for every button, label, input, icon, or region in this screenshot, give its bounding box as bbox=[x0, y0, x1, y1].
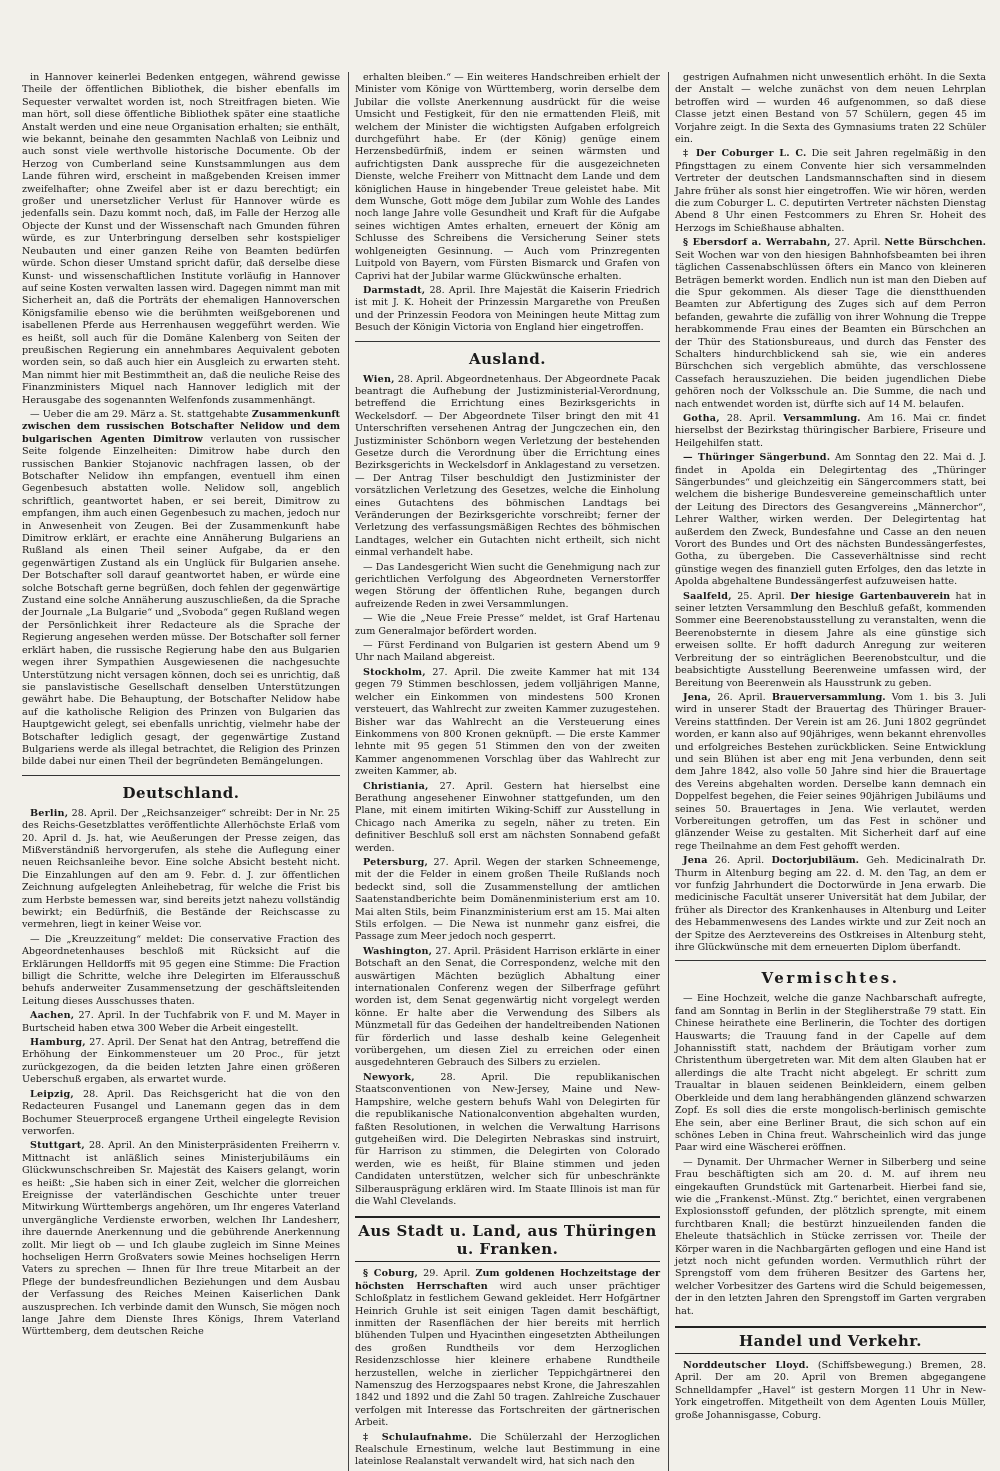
dateline: § Coburg, bbox=[363, 1268, 419, 1280]
article-ebersdorf: § Ebersdorf a. Werrabahn, 27. April. Nette Bürschchen. Seit Wochen war von den hiesigen Bahnhofsbeamten bei ihren täglichen Cassenabschlüssen öfters ein Manco von kleineren Beträgen bemerkt worden. Endlich nun ist man den Dieben auf die Spur gekommen. Als dieser Tage die dienstthuenden Beamten zur Abfertigung des Zuges sich auf dem Perron befanden, gewahrte die zufällig von ihrer Wohnung die Treppe herabkommende Frau eines der Beamten ein Bürschchen an der Thür des Stationsbureaus, und durch das Fenster des Schalters hindurchblickend sah sie, wie ein anderes Bürschchen sich vergeblich abmühte, das verschlossene Cassefach herauszuziehen. Die beiden jugendlichen Diebe gehören noch der Volksschule an. Die Summe, die nach und nach entwendet worden ist, dürfte sich auf 14 M. belaufen. bbox=[675, 237, 986, 410]
article-wien-3: — Wie die „Neue Freie Presse“ meldet, ist Graf Hartenau zum Generalmajor befördert worden. bbox=[355, 613, 660, 637]
article-schulaufnahme-cont: gestrigen Aufnahmen nicht unwesentlich erhöht. In die Sexta der Anstalt — welche zunächst von dem neuen Lehrplan betroffen wird — wurden 46 aufgenommen, so daß diese Classe jetzt einen Bestand von 57 Schülern, gegen 45 im Vorjahre zeigt. In die Sexta des Gymnasiums traten 22 Schüler ein. bbox=[675, 72, 986, 146]
article-wien-4: — Fürst Ferdinand von Bulgarien ist gestern Abend um 9 Uhr nach Mailand abgereist. bbox=[355, 640, 660, 664]
article-coburg-hochzeit: § Coburg, 29. April. Zum goldenen Hochzeitstage der höchsten Herrschaften wird auch unser prächtiger Schloßplatz in festlichem Gewand gekleidet. Herr Hofgärtner Heinrich Gruhle ist seit einigen Tagen damit beschäftigt, inmitten der Rasenflächen der hier bereits mit herrlich blühenden Tulpen und Hyacinthen eingesetzten Abtheilungen des großen Rundtheils vor dem Herzoglichen Residenzschlosse hier kleinere erhabene Rundtheile herzustellen, welche in zierlicher Teppichgärtnerei den Namenszug des Herzogspaares nebst Krone, die Jahreszahlen 1842 und 1892 und die Zahl 50 tragen. Zahlreiche Zuschauer verfolgen mit Interesse das Fortschreiten der gärtnerischen Arbeit. bbox=[355, 1268, 661, 1429]
article-petersburg: Petersburg, 27. April. Wegen der starken Schneemenge, mit der die Felder in einem großen Theile Rußlands noch bedeckt sind, soll die Zusammenstellung der amtlichen Saatenstandberichte beim Domänenministerium erst am 10. Mai alten Stils, beim Finanzministerium erst am 15. Mai alten Stils erfolgen. — Die Newa ist nunmehr ganz eisfrei, die Passage zum Meer jedoch noch gesperrt. bbox=[355, 856, 660, 943]
dateline: Christiania, bbox=[363, 780, 429, 792]
columns bbox=[22, 72, 987, 1468]
article-headline: Der hiesige Gartenbauverein bbox=[790, 590, 951, 602]
section-heading-box bbox=[675, 1326, 986, 1354]
article-headline: Brauerversammlung. bbox=[771, 691, 886, 703]
column-right bbox=[668, 72, 986, 1471]
article-hannover-library: in Hannover keinerlei Bedenken entgegen, während gewisse Theile der öffentlichen Bibliothek, die bisher ebenfalls im Sequester verwaltet worden ist, noch Streitfragen bieten. Wie man hört, soll diese öffentliche Bibliothek später eine staatliche Anstalt werden und eine neue Organisation erhalten; sie enthält, wie bekannt, beinahe den gesammten Nachlaß von Leibniz und auch sonst viele werthvolle historische Documente. Ob der Herzog von Cumberland seine Kunstsammlungen aus dem Lande führen wird, erscheint in maßgebenden Kreisen immer zweifelhafter; ohne Zweifel aber ist er dazu berechtigt; ein großer und unersetzlicher Verlust für Hannover würde es jedenfalls sein. Dazu kommt noch, daß, im Falle der Herzog alle Objecte der Kunst und der Wissenschaft nach Gmunden führen würde, es zur Unterbringung derselben sehr kostspieliger Neubauten und einer ganzen Reihe von Beamten bedürfen würde. Schon dieser Umstand spricht dafür, daß derselbe diese Kunst- und wissenschaftlichen Institute vorläufig in Hannover auf seine Kosten verwalten lassen wird. Dagegen nimmt man mit Sicherheit an, daß die Porträts der ehemaligen Hannoverschen Königsfamilie ebenso wie die berühmten weißgeborenen und isabellenen Pferde aus Herrenhausen weggeführt werden. Wie es heißt, soll auch für die Domäne Kalenberg von Seiten der preußischen Regierung ein annehmbares Aequivalent geboten worden sein, so daß auch hier ein Ausgleich zu erwarten steht. Man nimmt hier mit Bestimmtheit an, daß die neuliche Reise des Finanzministers Miquel nach Hannover lediglich mit der Herausgabe des sogenannten Welfenfonds zusammenhängt. bbox=[22, 72, 340, 406]
article-darmstadt: Darmstadt, 28. April. Ihre Majestät die Kaiserin Friedrich ist mit J. K. Hoheit der Prinzessin Margarethe von Preußen und der Prinzessin Feodora von Meiningen heute Mittag zum Besuch der Königin Victoria von England hier eingetroffen. bbox=[355, 284, 660, 334]
article-jena-brauer: Jena, 26. April. Brauerversammlung. Vom 1. bis 3. Juli wird in unserer Stadt der Brauertag des Thüringer Brauer-Vereins stattfinden. Der Verein ist am 26. Juni 1802 gegründet worden, er kann also auf 90jähriges, wenn bekannt ehrenvolles und erfolgreiches Bestehen zurückblicken. Seine Entwicklung und sein Blühen ist aber eng mit Jena verbunden, denn seit dem Jahre 1842, also volle 50 Jahre sind hier die Brauertage des Vereins abgehalten worden. Derselbe kann demnach ein Doppelfest begehen, die Feier seines 90jährigen Jubiläums und seines 50. Brauertages in Jena. Wie verlautet, werden Vorbereitungen getroffen, um das Fest in schöner und glänzender Weise zu gestalten. Mit Sicherheit darf auf eine rege Theilnahme an dem Fest gehofft werden. bbox=[675, 691, 986, 852]
article-hochzeit: — Eine Hochzeit, welche die ganze Nachbarschaft aufregte, fand am Sonntag in Berlin in der Stegliherstraße 79 statt. Ein Chinese heirathete eine Berlinerin, die Tochter des dortigen Hauswarts; die Trauung fand in der Capelle auf dem Johannisstift statt, nachdem der Bräutigam vorher zum Christenthum übergetreten war. Mit dem alten Glauben hat er allerdings die alte Tracht nicht abgelegt. Er schritt zum Traualtar in blauen seidenen Beinkleidern, einem gelben Oberkleide und dem lang herabhängenden glänzend schwarzen Zopf. Es soll dies die erste mongolisch-berlinisch gemischte Ehe sein, aber eine Berliner Braut, die sich schon auf ein schönes Leben in China freut. Wahrscheinlich wird das junge Paar wird eine Wäscherei eröffnen. bbox=[675, 993, 986, 1154]
section-heading-handel: Handel und Verkehr. bbox=[738, 1332, 923, 1350]
dateline: — Thüringer Sängerbund. bbox=[683, 452, 831, 464]
article-schulaufnahme: ‡ Schulaufnahme. Die Schülerzahl der Herzoglichen Realschule Ernestinum, welche laut Bestimmung in eine lateinlose Realanstalt verwandelt wird, hat sich nach den bbox=[355, 1431, 660, 1468]
section-heading-stadt-land: Aus Stadt u. Land, aus Thüringen u. Franken. bbox=[358, 1222, 657, 1259]
article-gotha: Gotha, 28. April. Versammlung. Am 16. Mai cr. findet hierselbst der Bezirkstag thüringischer Barbiere, Friseure und Heilgehilfen statt. bbox=[675, 412, 986, 449]
dateline: Aachen, bbox=[30, 1010, 75, 1022]
dateline: Jena, bbox=[683, 691, 712, 703]
article-headline: Versammlung. bbox=[783, 412, 861, 424]
article-saengerbund: — Thüringer Sängerbund. Am Sonntag den 22. Mai d. J. findet in Apolda ein Delegirtentag des „Thüringer Sängerbundes“ und gleichzeitig ein Sängercommers statt, bei welchem die bisherige Bundesvereine gemeinschaftlich unter der Leitung des Directors des Gesangvereins „Männerchor“, Lehrer Walther, wirken werden. Der Delegirtentag hat außerdem den Zweck, Bundesfahne und Casse an den neuen Vorort des Bundes und Ort des nächsten Bundessängerfestes, Gotha, zu übergeben. Die Casseverhältnisse sind recht günstige wegen des finanziell guten Erfolges, den das letzte in Apolda abgehaltene Bundessängerfest aufzuweisen hatte. bbox=[675, 452, 986, 588]
section-divider bbox=[355, 341, 660, 342]
dateline: Hamburg, bbox=[30, 1037, 86, 1049]
section-divider bbox=[22, 775, 340, 776]
article-berlin: Berlin, 28. April. Der „Reichsanzeiger“ schreibt: Der in Nr. 25 des Reichs-Gesetzblattes veröffentlichte Allerhöchste Erlaß vom 20. April d. Js. hat, wie Aeußerungen der Presse zeigen, das Mißverständniß hervorgerufen, als stehe die Auflegung einer neuen Reichsanleihe bevor. Eine solche Absicht besteht nicht. Die Einzahlungen auf den am 9. Febr. d. J. zur öffentlichen Zeichnung aufgelegten Anleihebetrag, für welche die Frist bis zum Herbste bemessen war, sind bereits jetzt nahezu vollständig bewirkt; ein Bedürfniß, die Bestände der Reichscasse zu vermehren, liegt in keiner Weise vor. bbox=[22, 807, 340, 931]
dateline: Leipzig, bbox=[30, 1088, 74, 1100]
dateline: ‡ Der Coburger L. C. bbox=[683, 148, 807, 160]
dateline: § Ebersdorf a. Werrabahn, bbox=[683, 237, 831, 249]
article-nelidow-dimitrow: — Ueber die am 29. März a. St. stattgehabte Zusammenkunft zwischen dem russischen Botschafter Nelidow und dem bulgarischen Agenten Dimitrow verlauten von russischer Seite folgende Einzelheiten: Dimitrow habe durch den russischen Bankier Stojanovic nachfragen lassen, ob der Botschafter Nelidow ihn empfangen, eventuell ihm einen Gegenbesuch abstatten wolle. Nelidow soll, angeblich schriftlich, geantwortet haben, er sei bereit, Dimitrow zu empfangen, ihm auch einen Gegenbesuch zu machen, jedoch nur in Anwesenheit von Zeugen. Bei der Zusammenkunft habe Dimitrow erklärt, er erachte eine Annäherung Bulgariens an Rußland als einen Theil seiner Aufgabe, da er den gegenwärtigen Zustand als ein Unglück für Bulgarien ansehe. Der Botschafter soll darauf geantwortet haben, er würde eine solche Botschaft gerne begrüßen, doch fehlen der gegenwärtige Zustand eine solche Annäherung auszuschließen, da die Sprache der Journale „La Bulgarie“ und „Svoboda“ gegen Rußland wegen der Persönlichkeit ihrer Redacteure als die Sprache der Regierung angesehen werden müsse. Der Botschafter soll ferner erklärt haben, die russische Regierung habe den aus Bulgarien wegen ihrer Sympathien Ausgewiesenen die nachgesuchte Unterstützung nicht versagen können, doch sei es unrichtig, daß sie panslavistische Gesellschaft denselben Unterstützungen gewährt habe. Die Behauptung, der Botschafter Nelidow habe auf die katholische Religion des Prinzen von Bulgarien das Hauptgewicht gelegt, sei ebenfalls unrichtig, vielmehr habe der Botschafter lediglich gesagt, der gegenwärtige Zustand Bulgariens werde als illegal betrachtet, die Religion des Prinzen bilde dabei nur einen Theil der begründeten Bemängelungen. bbox=[22, 408, 340, 768]
section-heading-vermischtes: Vermischtes. bbox=[761, 969, 900, 988]
section-heading-ausland: Ausland. bbox=[468, 349, 547, 368]
article-washington: Washington, 27. April. Präsident Harrison erklärte in einer Botschaft an den Senat, die Correspondenz, welche mit den auswärtigen Mächten bezüglich Abhaltung einer internationalen Conferenz wegen der Silberfrage geführt worden ist, dem Senat gegenwärtig nicht vorgelegt werden könne. Er halte aber die Verwendung des Silbers als Münzmetall für das Gedeihen der handeltreibenden Nationen für förderlich und lasse deshalb keine Gelegenheit vorübergehen, um diesen Ziel zu erreichen oder einen ausgedehnteren Gebrauch des Silbers zu erzielen. bbox=[355, 945, 660, 1069]
dateline: Norddeutscher Lloyd. bbox=[683, 1360, 810, 1371]
article-wien-2: — Das Landesgericht Wien sucht die Genehmigung nach zur gerichtlichen Verfolgung des Abgeordneten Vernerstorffer wegen Störung der öffentlichen Ruhe, begangen durch aufreizende Reden in zwei Versammlungen. bbox=[355, 561, 660, 610]
dateline: Stockholm, bbox=[363, 666, 426, 678]
article-lloyd: Norddeutscher Lloyd. (Schiffsbewegung.) Bremen, 28. April. Der am 20. April von Bremen abgegangene Schnelldampfer „Havel“ ist gestern Morgen 11 Uhr in New-York eingetroffen. Mitgetheilt von dem Agenten Louis Müller, große Johannisgasse, Coburg. bbox=[675, 1360, 986, 1421]
dateline: Jena bbox=[683, 855, 708, 867]
article-coburger-lc: ‡ Der Coburger L. C. Die seit Jahren regelmäßig in den Pfingsttagen zu einem Convente hier sich versammelnden Vertreter der deutschen Landsmannschaften sind in diesem Jahre früher als sonst hier eingetroffen. Wie wir hören, werden die zum Coburger L. C. deputirten Vertreter nächsten Dienstag Abend 8 Uhr einen Festcommers zu Ehren Sr. Hoheit des Herzogs im Schießhause abhalten. bbox=[675, 148, 987, 234]
article-aachen: Aachen, 27. April. In der Tuchfabrik von F. und M. Mayer in Burtscheid haben etwa 300 Weber die Arbeit eingestellt. bbox=[22, 1010, 340, 1034]
article-dynamit: — Dynamit. Der Uhrmacher Werner in Silberberg und seine Frau beschäftigten sich am 20. d. M. auf ihrem neu eingekauften Grundstück mit Gartenarbeit. Hierbei fand sie, wie die „Frankenst.-Münst. Ztg.“ berichtet, einen vergrabenen Explosionsstoff gefunden, der plötzlich sprengte, mit einem furchtbaren Knall; die bestürzt hinzueilenden fanden die Eheleute thatsächlich in Stücke zerrissen vor. Theile der Körper waren in die Nachbargärten geflogen und eine Hand ist jetzt noch nicht gefunden worden. Vermuthlich rührt der Sprengstoff vom dem früheren Besitzer des Gartens her, welcher Vorbesitzer des Gartens wird die Schuld beigemessen, der in den letzten Jahren den Sprengstoff im Garten vergraben hat. bbox=[675, 1156, 986, 1317]
dateline: Newyork, bbox=[363, 1071, 415, 1083]
dateline: Wien, bbox=[363, 373, 395, 385]
dateline: Petersburg, bbox=[363, 856, 429, 868]
column-middle bbox=[348, 72, 660, 1471]
article-leipzig: Leipzig, 28. April. Das Reichsgericht hat die von den Redacteuren Fusangel und Lanemann gegen das in dem Bochumer Steuerproceß ergangene Urtheil eingelegte Revision verworfen. bbox=[22, 1088, 340, 1137]
dateline: Gotha, bbox=[683, 412, 720, 424]
section-divider bbox=[675, 960, 986, 961]
article-saalfeld: Saalfeld, 25. April. Der hiesige Gartenbauverein hat in seiner letzten Versammlung den Beschluß gefaßt, kommenden Sommer eine Beerenobstausstellung zu veranstalten, wenn die Beerenobsternte in diesem Jahre als eine günstige sich erweisen sollte. Er hofft dadurch Anregung zur weiteren Verbreitung der so einträglichen Beerenobstcultur, und die beabsichtigte Ausstellung Beerenweine umfassen wird, der Bereitung von Beerenwein als Hausstrunk zu geben. bbox=[675, 590, 987, 689]
dateline: Berlin, bbox=[30, 807, 69, 819]
article-headline: Doctorjubiläum. bbox=[771, 855, 860, 867]
article-stockholm: Stockholm, 27. April. Die zweite Kammer hat mit 134 gegen 79 Stimmen beschlossen, jedem volljährigen Manne, welcher ein Einkommen von mindestens 500 Kronen versteuert, das Wahlrecht zur zweiten Kammer zuzugestehen. Bisher war das Wahlrecht an die Versteuerung eines Einkommens von 800 Kronen geknüpft. — Die erste Kammer lehnte mit 95 gegen 51 Stimmen den von der zweiten Kammer angenommenen Vorschlag über das Wahlrecht zur zweiten Kammer, ab. bbox=[355, 666, 660, 778]
dateline: Saalfeld, bbox=[683, 590, 732, 602]
article-christiania: Christiania, 27. April. Gestern hat hierselbst eine Berathung angesehener Einwohner stattgefunden, um den Plane, mit einem imitirten Wiking-Schiff zur Ausstellung in Chicago nach Amerika zu segeln, näher zu treten. Ein definitiver Beschluß soll erst am nächsten Sonnabend gefaßt werden. bbox=[355, 780, 660, 854]
article-wien: Wien, 28. April. Abgeordnetenhaus. Der Abgeordnete Pacak beantragt die Aufhebung der Justizministerial-Verordnung, betreffend die Errichtung eines Bezirksgerichts in Weckelsdorf. — Der Abgeordnete Tilser bringt den mit 41 Unterschriften versehenen Antrag der Jungczechen ein, den Justizminister Schönborn wegen Verletzung der bestehenden Gesetze durch die Verordnung über die Errichtung eines Bezirksgerichts in Weckelsdorf in Anklagestand zu versetzen. — Der Antrag Tilser beschuldigt den Justizminister der vorsätzlichen Verletzung des Gesetzes, welche die Einholung eines Gutachtens des böhmischen Landtags bei Veränderungen der Bezirksgerichte vorschreibt; ferner der Verletzung des verfassungsmäßigen Rechtes des böhmischen Landtages, welcher ein Gutachten nicht ertheilt, sich nicht einmal verhandelt habe. bbox=[355, 373, 660, 559]
article-stuttgart: Stuttgart, 28. April. An den Ministerpräsidenten Freiherrn v. Mittnacht ist anläßlich seines Ministerjubiläums ein Glückwunschschreiben Sr. Majestät des Kaisers gelangt, worin es heißt: „Sie haben sich in einer Zeit, welcher die glorreichen Ereignisse der vaterländischen Geschichte unter treuer Mitwirkung Württembergs angehören, um Ihr engeres Vaterland unvergängliche Verdienste erworben, welchen Ihr Landesherr, ihre dauernde Anerkennung und die gebührende Anerkennung zollt. Mir liegt ob — und Ich glaube zugleich im Sinne Meines hochseligen Herrn Großvaters sowie Meines hochseligen Herrn Vaters zu sprechen — Ihnen für Ihre treue Mitarbeit an der Pflege der bundesfreundlichen Beziehungen und dem Ausbau der Verfassung des Reiches Meinen Kaiserlichen Dank auszusprechen. Ich verbinde damit den Wunsch, Sie mögen noch lange Jahre dem Dienste Ihres Königs, Ihrem Vaterland Württemberg, dem deutschen Reiche bbox=[22, 1140, 340, 1338]
dateline: ‡ Schulaufnahme. bbox=[363, 1431, 473, 1443]
article-kreuzzeitung: — Die „Kreuzzeitung“ meldet: Die conservative Fraction des Abgeordnetenhauses beschloß mit Rücksicht auf die Erklärungen Helldorffs mit 95 gegen eine Stimme: Die Fraction billigt die Schritte, welche ihre Delegirten im Elferausschuß behufs anderweiter Zusammensetzung der geschäftsleitenden Leitung dieses Ausschusses thaten. bbox=[22, 933, 340, 1007]
dateline: Washington, bbox=[363, 945, 433, 957]
article-headline: Zum goldenen Hochzeitstage der höchsten Herrschaften bbox=[355, 1268, 660, 1292]
section-heading-box bbox=[355, 1216, 660, 1262]
article-hamburg: Hamburg, 27. April. Der Senat hat den Antrag, betreffend die Erhöhung der Einkommensteuer um 20 Proc., für jetzt zurückgezogen, da die beiden letzten Jahre einen größeren Ueberschuß ergaben, als erwartet wurde. bbox=[22, 1037, 340, 1086]
section-heading-deutschland: Deutschland. bbox=[122, 783, 240, 802]
article-stuttgart-cont: erhalten bleiben.“ — Ein weiteres Handschreiben erhielt der Minister vom Könige von Württemberg, worin derselbe dem Jubilar die vollste Anerkennung ausdrückt für die weise Umsicht und Festigkeit, für den nie ermattenden Fleiß, mit welchem der Minister die wichtigsten Aufgaben erfolgreich durchgeführt habe. Er (der König) genüge einem Herzensbedürfniß, indem er seinen wärmsten und aufrichtigsten Dank ausspreche für die ausgezeichneten Dienste, welche Freiherr von Mittnacht dem Lande und dem königlichen Hause in hingebender Treue geleistet habe. Mit dem Wunsche, Gott möge dem Jubilar zum Wohle des Landes noch lange Jahre volle Gesundheit und Kraft für die Aufgabe seines wichtigen Amtes erhalten, erneuert der König am Schlusse des Schreibens die Versicherung Seiner stets wohlgeneigten Gesinnung. — Auch vom Prinzregenten Luitpold von Bayern, vom Fürsten Bismarck und Grafen von Caprivi hat der Jubilar warme Glückwünsche erhalten. bbox=[355, 72, 660, 282]
article-headline: Zusammenkunft zwischen dem russischen Botschafter Nelidow und dem bulgarischen Agenten Dimitrow bbox=[22, 408, 340, 445]
article-jena-doctor: Jena 26. April. Doctorjubiläum. Geh. Medicinalrath Dr. Thurm in Altenburg beging am 22. d. M. den Tag, an dem er vor funfzig Jahrhundert die Doctorwürde in Jena erwarb. Die medicinische Facultät unserer Universität hat dem Jubilar, der früher als Director des Krankenhauses in Altenburg und Leiter des Hebammenwesens des Landes wirkte und zur Zeit noch an der Spitze des Aerztevereins des Ostkreises in Altenburg steht, ihre Glückwünsche mit dem erneuerten Diplom überfandt. bbox=[675, 855, 987, 954]
dateline: Stuttgart, bbox=[30, 1140, 85, 1152]
article-headline: Nette Bürschchen. bbox=[884, 237, 986, 249]
column-left bbox=[22, 72, 340, 1471]
article-newyork: Newyork, 28. April. Die republikanischen Staatsconventionen von New-Jersey, Maine und New-Hampshire, welche gestern behufs Wahl von Delegirten für die republikanische Nationalconvention abgehalten wurden, faßten Resolutionen, in welchen die Verwaltung Harrisons gutgeheißen wird. Die Delegirten Nebraskas sind instruirt, für Harrison zu stimmen, die Delegirten von Colorado werden, wie es heißt, für Blaine stimmen und jeden Candidaten unterstützen, welcher sich für unbeschränkte Silberausprägung erklären wird. Im Staate Illinois ist man für die Wahl Clevelands. bbox=[355, 1071, 660, 1207]
dateline: Darmstadt, bbox=[363, 284, 426, 296]
